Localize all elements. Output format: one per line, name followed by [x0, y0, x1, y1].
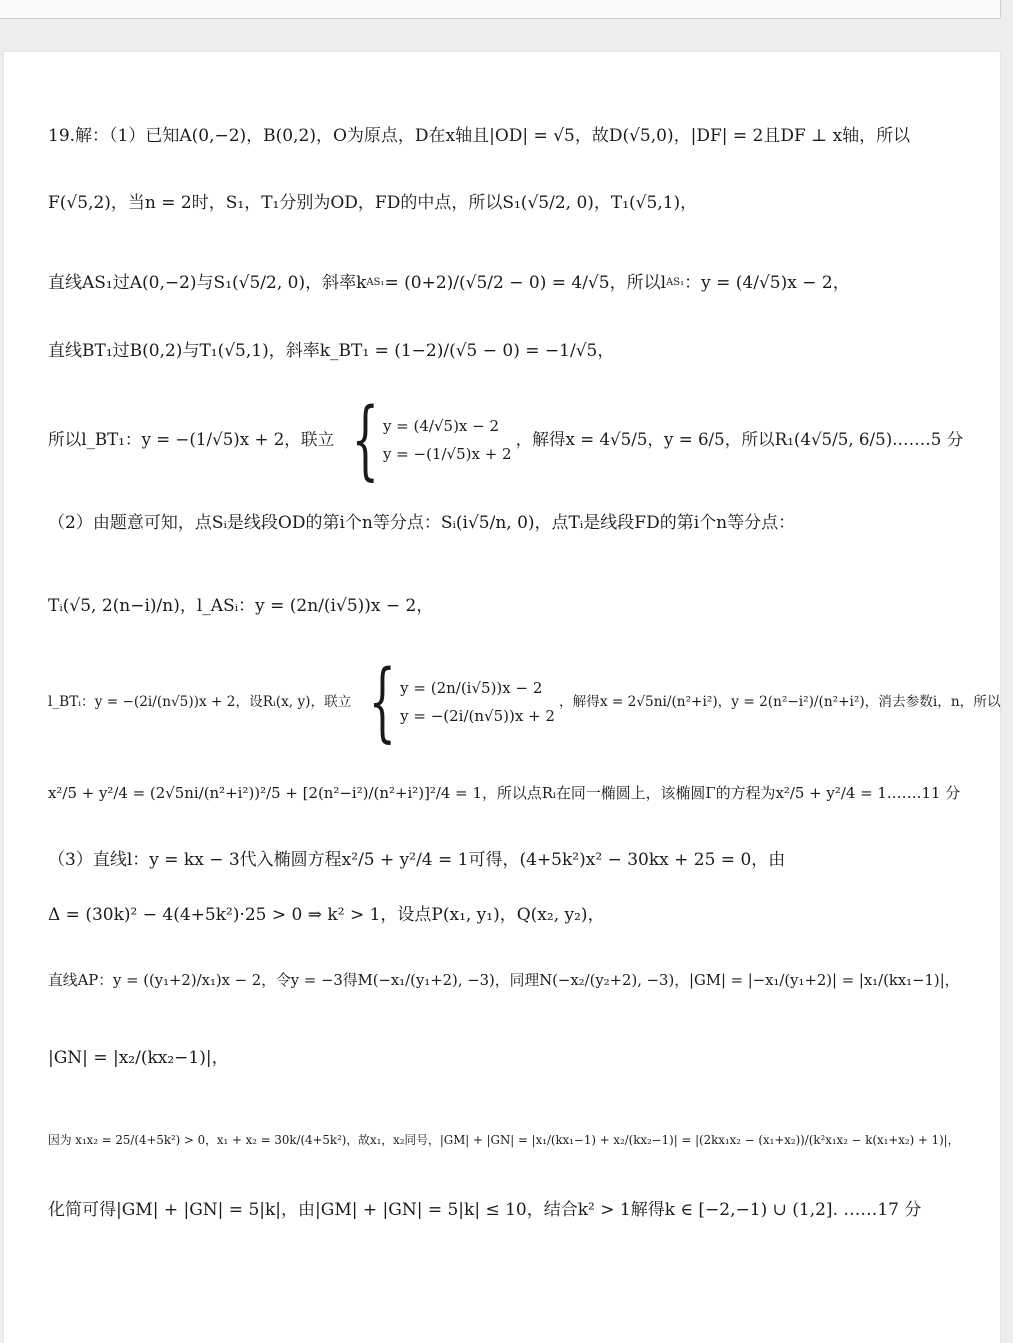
part3-score-17: . ……17 分 [832, 1200, 922, 1220]
solution-page [4, 52, 1000, 1343]
part2-line3 [48, 652, 1001, 752]
part2-text-1: （2）由题意可知，点Sᵢ是线段OD的第i个n等分点：Sᵢ(i√5/n, 0)，点Tᵢ是线段FD的第i个n等分点： [48, 513, 796, 533]
part3-line2 [48, 904, 960, 926]
previous-page-edge [0, 0, 1001, 19]
part2-score-11: .……11 分 [886, 784, 961, 802]
part3-line4 [48, 1047, 960, 1069]
part2-text-3a: l_BTᵢ：y = −(2i/(n√5))x + 2，设Rᵢ(x, y)，联立 [48, 694, 352, 710]
part2-line2 [48, 595, 960, 617]
part2-line4 [48, 782, 960, 804]
part1-text-5a: 所以l_BT₁：y = −(1/√5)x + 2，联立 [48, 430, 335, 449]
part3-line3 [48, 970, 960, 992]
part1-line4 [48, 340, 960, 362]
part1-text-5b: ，解得x = 4√5/5，y = 6/5，所以R₁(4√5/5, 6/5) [515, 430, 893, 449]
part1-text-1: 19.解：（1）已知A(0,−2)，B(0,2)，O为原点，D在x轴且|OD| = √5，故D(√5,0)，|DF| = 2且DF ⊥ x轴，所以 [48, 126, 911, 146]
system1-eq2: y = −(1/√5)x + 2 [382, 445, 512, 463]
part3-text-4: |GN| = |x₂/(kx₂−1)|， [48, 1048, 229, 1068]
system2-eq2: y = −(2i/(n√5))x + 2 [400, 707, 555, 725]
part1-text-3a: 直线AS₁过A(0,−2)与S₁(√5/2, 0)，斜率k [48, 273, 367, 293]
part3-text-5: 因为 x₁x₂ = 25/(4+5k²) > 0，x₁ + x₂ = 30k/(4+5k²)，故x₁，x₂同号，|GM| + |GN| = |x₁/(kx₁−1) + x₂/(kx₂−1)| = |(2kx₁x₂ − (x₁+x₂))/(k²x₁x₂ − k(x₁+x₂) + 1)|， [48, 1133, 960, 1147]
part2-line1 [48, 512, 960, 534]
part3-text-1: （3）直线l：y = kx − 3代入椭圆方程x²/5 + y²/4 = 1可得，(4+5k²)x² − 30kx + 25 = 0，由 [48, 850, 786, 870]
part3-text-3: 直线AP：y = ((y₁+2)/x₁)x − 2，令y = −3得M(−x₁/(y₁+2), −3)，同理N(−x₂/(y₂+2), −3)，|GM| = |−x₁/(y₁+2)| = |x₁/(kx₁−1)|， [48, 972, 960, 989]
part2-text-3b: ，解得x = 2√5ni/(n²+i²)，y = 2(n²−i²)/(n²+i²)，消去参数i，n，所以 [558, 694, 1001, 710]
part1-line2 [48, 192, 960, 214]
part1-text-3-sub: AS₁ [366, 277, 385, 288]
system-of-equations-2: { y = (2n/(i√5))x − 2 y = −(2i/(n√5))x + 2 [369, 652, 555, 752]
part3-text-2: Δ = (30k)² − 4(4+5k²)·25 > 0 ⇒ k² > 1，设点P(x₁, y₁)，Q(x₂, y₂)， [48, 905, 605, 925]
part1-text-2: F(√5,2)，当n = 2时，S₁，T₁分别为OD，FD的中点，所以S₁(√5/2, 0)，T₁(√5,1)， [48, 193, 698, 213]
part1-line3 [48, 272, 960, 294]
part1-line5 [48, 390, 964, 490]
part3-line1 [48, 849, 960, 871]
system2-eq1: y = (2n/(i√5))x − 2 [400, 679, 543, 697]
part2-text-4a: x²/5 + y²/4 = (2√5ni/(n²+i²))²/5 + [2(n²−i²)/(n²+i²)]²/4 = 1，所以点Rᵢ在同一椭圆上，该椭圆Γ的方程为x²/5 + y²/4 = 1 [48, 784, 887, 802]
system1-eq1: y = (4/√5)x − 2 [382, 417, 500, 435]
part3-text-6a: 化简可得|GM| + |GN| = 5|k|，由|GM| + |GN| = 5|k| ≤ 10，结合k² > 1解得k ∈ [−2,−1) ∪ (1,2] [48, 1200, 833, 1220]
part1-text-3-sub2: AS₁ [666, 277, 685, 288]
part1-text-3b: = (0+2)/(√5/2 − 0) = 4/√5，所以l [384, 273, 667, 293]
part1-score-5: .……5 分 [892, 430, 964, 449]
part1-text-3d: ：y = (4/√5)x − 2， [684, 273, 850, 293]
part1-line1 [48, 125, 960, 147]
part1-text-4: 直线BT₁过B(0,2)与T₁(√5,1)，斜率k_BT₁ = (1−2)/(√5 − 0) = −1/√5， [48, 341, 615, 361]
part2-text-2: Tᵢ(√5, 2(n−i)/n)，l_ASᵢ：y = (2n/(i√5))x − 2， [48, 596, 434, 616]
part3-line5 [48, 1129, 960, 1151]
system-of-equations-1: { y = (4/√5)x − 2 y = −(1/√5)x + 2 [351, 390, 512, 490]
part3-line6 [48, 1199, 960, 1221]
